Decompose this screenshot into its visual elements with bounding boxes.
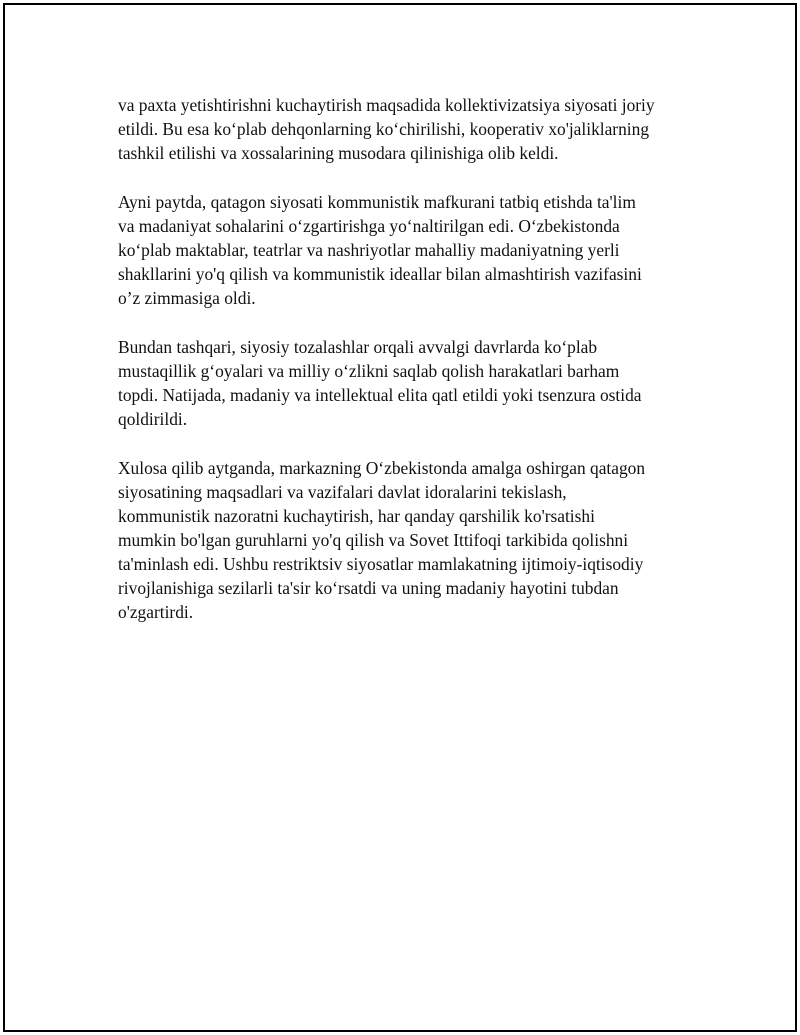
text-line: oʼz zimmasiga oldi.: [118, 288, 256, 308]
text-line: koʻplab maktablar, teatrlar va nashriyotlar mahalliy madaniyatning yerli: [118, 240, 620, 260]
text-line: va paxta yetishtirishni kuchaytirish maqsadida kollektivizatsiya siyosati joriy: [118, 95, 655, 115]
text-line: Bundan tashqari, siyosiy tozalashlar orqali avvalgi davrlarda koʻplab: [118, 337, 598, 357]
text-line: rivojlanishiga sezilarli ta'sir koʻrsatdi va uning madaniy hayotini tubdan: [118, 578, 619, 598]
text-line: Xulosa qilib aytganda, markazning Oʻzbekistonda amalga oshirgan qatagon: [118, 458, 646, 478]
paragraph-conclusion: [118, 456, 698, 624]
text-line: siyosatining maqsadlari va vazifalari davlat idoralarini tekislash,: [118, 482, 567, 502]
paragraph-culture-education: [118, 190, 698, 310]
text-line: Ayni paytda, qatagon siyosati kommunistik mafkurani tatbiq etishda ta'lim: [118, 192, 636, 212]
text-line: kommunistik nazoratni kuchaytirish, har qanday qarshilik ko'rsatishi: [118, 506, 595, 526]
text-line: ta'minlash edi. Ushbu restriktsiv siyosatlar mamlakatning ijtimoiy-iqtisodiy: [118, 554, 644, 574]
text-line: tashkil etilishi va xossalarining musodara qilinishiga olib keldi.: [118, 143, 559, 163]
text-line: mumkin bo'lgan guruhlarni yo'q qilish va Sovet Ittifoqi tarkibida qolishni: [118, 530, 629, 550]
text-line: va madaniyat sohalarini oʻzgartirishga yoʻnaltirilgan edi. Oʻzbekistonda: [118, 216, 620, 236]
text-line: qoldirildi.: [118, 409, 188, 429]
document-body: [118, 93, 698, 649]
paragraph-collectivization: [118, 93, 698, 165]
paragraph-political-purges: [118, 335, 698, 431]
text-line: o'zgartirdi.: [118, 602, 194, 622]
text-line: shakllarini yo'q qilish va kommunistik ideallar bilan almashtirish vazifasini: [118, 264, 642, 284]
text-line: topdi. Natijada, madaniy va intellektual elita qatl etildi yoki tsenzura ostida: [118, 385, 642, 405]
text-line: mustaqillik gʻoyalari va milliy oʻzlikni saqlab qolish harakatlari barham: [118, 361, 620, 381]
text-line: etildi. Bu esa koʻplab dehqonlarning koʻchirilishi, kooperativ xo'jaliklarning: [118, 119, 650, 139]
